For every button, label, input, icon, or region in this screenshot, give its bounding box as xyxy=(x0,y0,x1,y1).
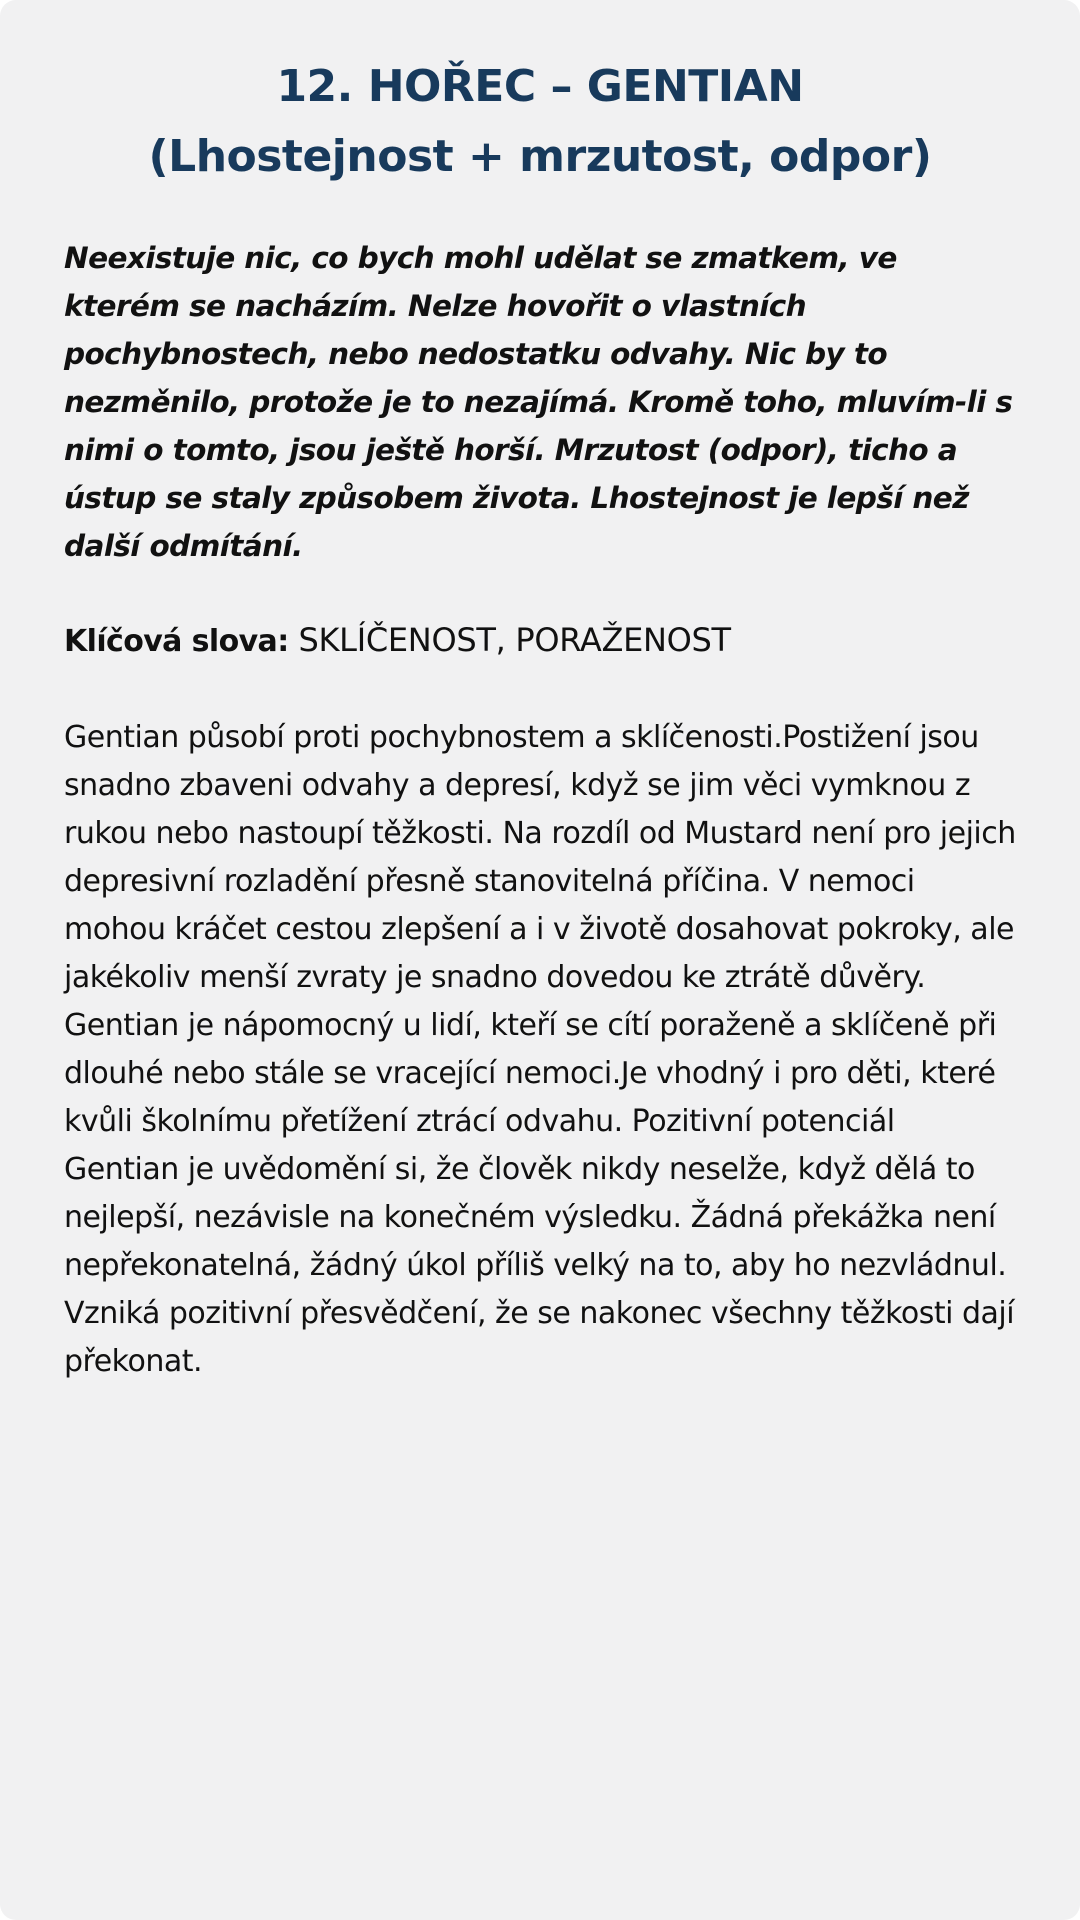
description-paragraph: Gentian působí proti pochybnostem a sklíčenosti.Postižení jsou snadno zbaveni odvahy a depresí, když se jim věci vymknou z rukou nebo nastoupí těžkosti. Na rozdíl od Mustard není pro jejich depresivní rozladění přesně stanovitelná příčina. V nemoci mohou kráčet cestou zlepšení a i v životě dosahovat pokroky, ale jakékoliv menší zvraty je snadno dovedou ke ztrátě důvěry. Gentian je nápomocný u lidí, kteří se cítí poraženě a sklíčeně při dlouhé nebo stále se vracející nemoci.Je vhodný i pro děti, které kvůli školnímu přetížení ztrácí odvahu. Pozitivní potenciál Gentian je uvědomění si, že člověk nikdy neselže, když dělá to nejlepší, nezávisle na konečném výsledku. Žádná překážka není nepřekonatelná, žádný úkol příliš velký na to, aby ho nezvládnul. Vzniká pozitivní přesvědčení, že se nakonec všechny těžkosti dají překonat. xyxy=(64,720,1016,1379)
keywords-value: SKLÍČENOST, PORAŽENOST xyxy=(298,621,731,659)
title-line-2: (Lhostejnost + mrzutost, odpor) xyxy=(148,131,932,182)
quote-paragraph: Neexistuje nic, co bych mohl udělat se zmatkem, ve kterém se nacházím. Nelze hovořit o vlastních pochybnostech, nebo nedostatku odvahy. Nic by to nezměnilo, protože je to nezajímá. Kromě toho, mluvím-li s nimi o tomto, jsou ještě horší. Mrzutost (odpor), ticho a ústup se staly způsobem života. Lhostejnost je lepší než další odmítání. xyxy=(64,241,1013,563)
title-line-1: 12. HOŘEC – GENTIAN xyxy=(276,61,804,112)
keywords-label: Klíčová slova: xyxy=(64,624,289,659)
page-title xyxy=(64,52,1016,192)
keywords-line xyxy=(64,616,1016,666)
